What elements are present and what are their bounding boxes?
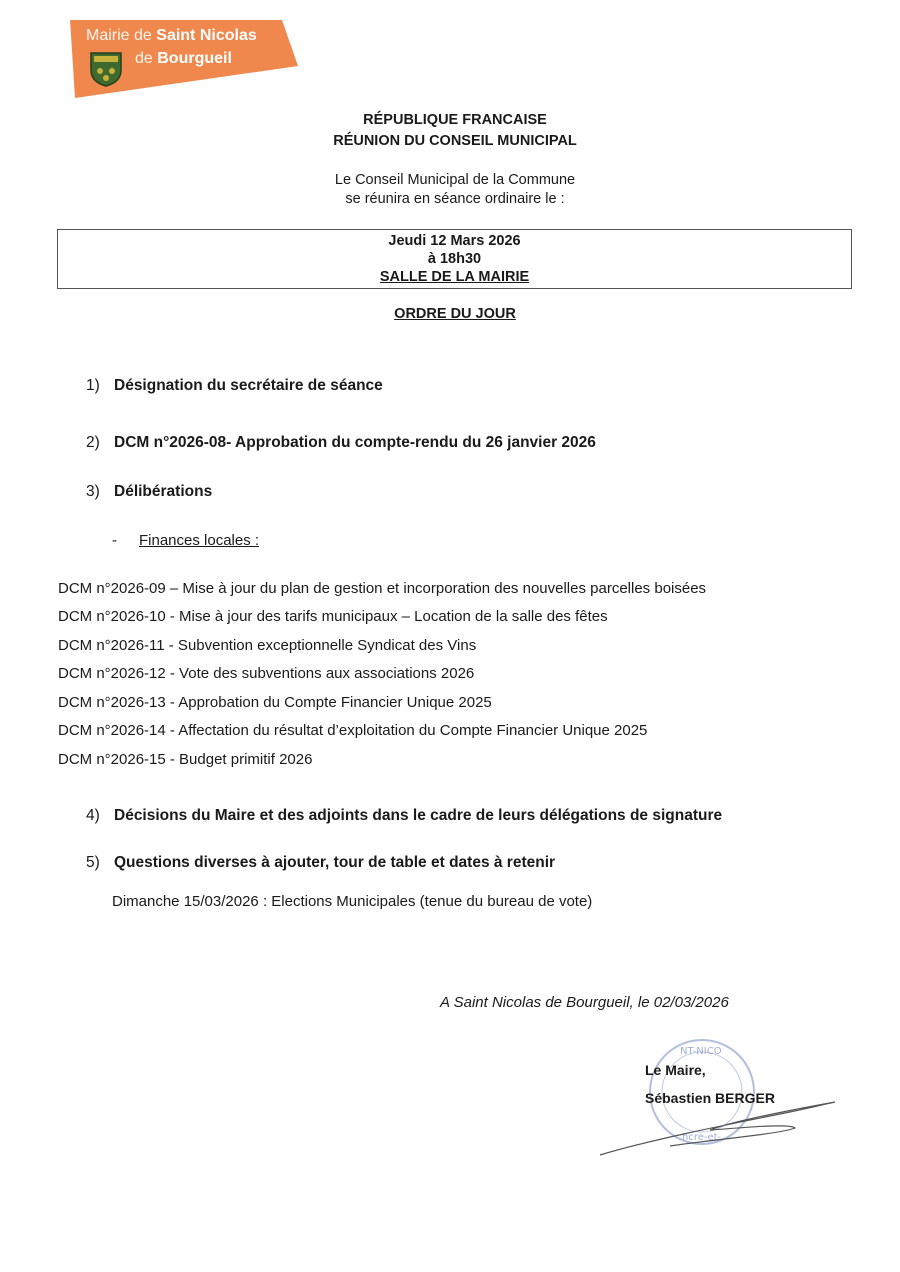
logo-line1-prefix: Mairie de (86, 27, 152, 44)
intro-line-2: se réunira en séance ordinaire le : (345, 191, 565, 207)
stamp-text-top: NT-NICO (680, 1046, 722, 1057)
agenda-item-3-text: Délibérations (114, 483, 213, 500)
agenda-item-5-text: Questions diverses à ajouter, tour de table et dates à retenir (114, 854, 556, 871)
mayor-name: Sébastien BERGER (645, 1090, 775, 1106)
subsection-label: Finances locales : (139, 532, 260, 549)
place-and-date: A Saint Nicolas de Bourgueil, le 02/03/2026 (440, 994, 729, 1011)
agenda-item-1-text: Désignation du secrétaire de séance (114, 377, 383, 394)
agenda-item-1-number: 1) (86, 377, 100, 394)
meeting-place-text: SALLE DE LA MAIRIE (379, 269, 530, 285)
agenda-item-4 (86, 807, 722, 825)
agenda-item-1 (86, 377, 383, 395)
meeting-date: Jeudi 12 Mars 2026 (388, 233, 521, 249)
stamp-text-bottom: ncre-et- (682, 1132, 722, 1143)
header-reunion: RÉUNION DU CONSEIL MUNICIPAL (333, 133, 577, 149)
agenda-item-2 (86, 434, 596, 452)
signature-area (590, 1030, 850, 1180)
meeting-place (58, 269, 851, 285)
handwritten-signature (590, 1030, 850, 1180)
deliberation-item: DCM n°2026-10 - Mise à jour des tarifs municipaux – Location de la salle des fêtes (58, 608, 608, 625)
logo-line1-bold: Saint Nicolas (156, 27, 257, 44)
logo-line2-prefix: de (135, 50, 153, 67)
subsection-finances (112, 532, 259, 549)
agenda-title (0, 306, 900, 322)
mayor-title: Le Maire, (645, 1062, 706, 1078)
agenda-item-5 (86, 854, 555, 872)
agenda-title-text: ORDRE DU JOUR (394, 306, 516, 322)
agenda-item-3-number: 3) (86, 483, 100, 500)
agenda-item-3 (86, 483, 212, 501)
intro-line-1: Le Conseil Municipal de la Commune (334, 172, 576, 188)
agenda-item-2-number: 2) (86, 434, 100, 451)
header-republique: RÉPUBLIQUE FRANCAISE (363, 112, 547, 128)
meeting-time: à 18h30 (427, 251, 482, 267)
deliberation-item: DCM n°2026-12 - Vote des subventions aux associations 2026 (58, 665, 475, 682)
logo-line2-bold: Bourgueil (157, 50, 232, 67)
deliberation-item: DCM n°2026-14 - Affectation du résultat d’exploitation du Compte Financier Unique 2025 (58, 722, 648, 739)
deliberation-item: DCM n°2026-13 - Approbation du Compte Financier Unique 2025 (58, 694, 492, 711)
agenda-item-4-text: Décisions du Maire et des adjoints dans le cadre de leurs délégations de signature (114, 807, 723, 824)
meeting-info-box (57, 229, 852, 289)
agenda-item-4-number: 4) (86, 807, 100, 824)
deliberation-item: DCM n°2026-15 - Budget primitif 2026 (58, 751, 313, 768)
agenda-item-2-text: DCM n°2026-08- Approbation du compte-rendu du 26 janvier 2026 (114, 434, 596, 451)
deliberation-item: DCM n°2026-09 – Mise à jour du plan de gestion et incorporation des nouvelles parcelles boisées (58, 580, 707, 597)
election-note: Dimanche 15/03/2026 : Elections Municipales (tenue du bureau de vote) (112, 893, 593, 910)
subsection-dash: - (112, 532, 117, 549)
agenda-item-5-number: 5) (86, 854, 100, 871)
coat-of-arms-icon (88, 50, 124, 88)
logo-line-2 (135, 50, 232, 68)
deliberation-item: DCM n°2026-11 - Subvention exceptionnelle Syndicat des Vins (58, 637, 477, 654)
logo-line-1 (86, 27, 257, 45)
